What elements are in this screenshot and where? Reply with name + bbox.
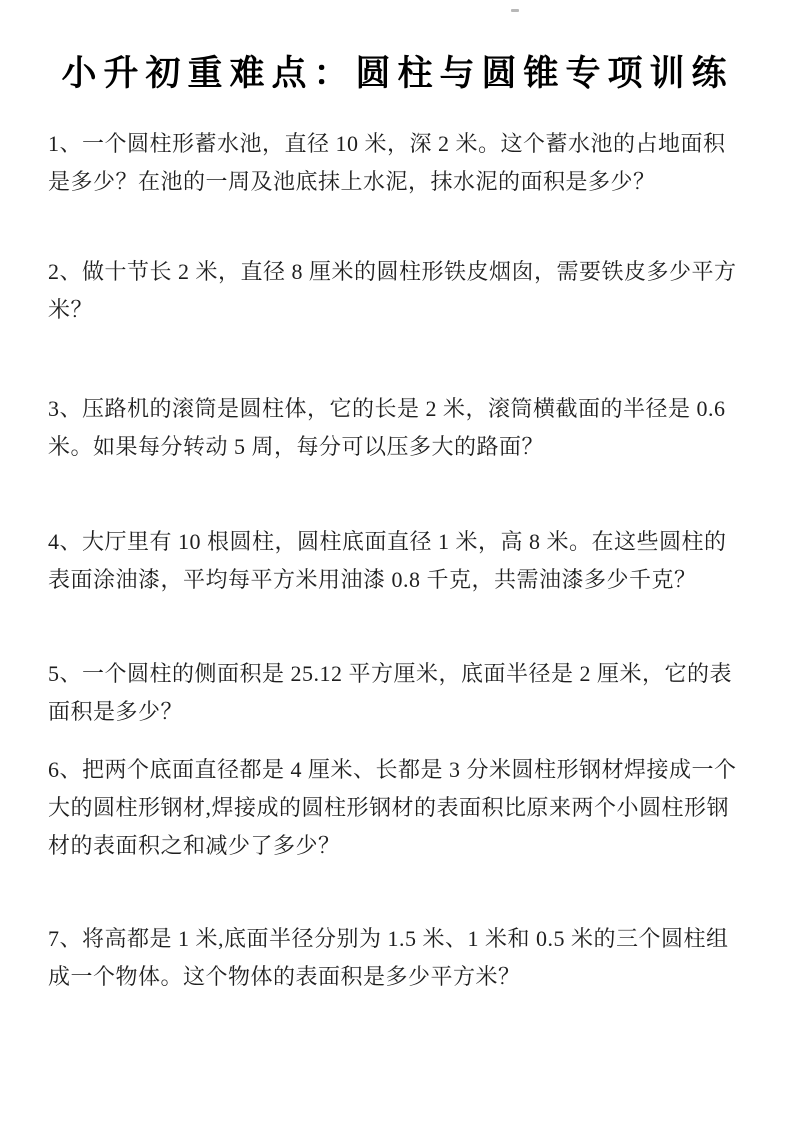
problem-3-number: 3、: [48, 396, 83, 421]
problem-1: [48, 125, 747, 201]
problem-3: [48, 390, 747, 466]
problem-4: [48, 523, 747, 599]
problem-6-text: 把两个底面直径都是 4 厘米、长都是 3 分米圆柱形钢材焊接成一个大的圆柱形钢材,焊接成的圆柱形钢材的表面积比原来两个小圆柱形钢材的表面积之和减少了多少？: [48, 757, 737, 858]
problem-5: [48, 655, 747, 731]
problem-7-text: 将高都是 1 米,底面半径分别为 1.5 米、1 米和 0.5 米的三个圆柱组成一个物体。这个物体的表面积是多少平方米？: [48, 926, 729, 989]
page-title: 小升初重难点：圆柱与圆锥专项训练: [61, 54, 734, 93]
scan-artifact-mark: [511, 9, 519, 12]
problem-6-number: 6、: [48, 757, 83, 782]
problem-2: [48, 253, 747, 329]
problem-6: [48, 751, 747, 865]
problem-2-number: 2、: [48, 259, 83, 284]
problem-4-number: 4、: [48, 529, 83, 554]
problem-2-text: 做十节长 2 米，直径 8 厘米的圆柱形铁皮烟囱，需要铁皮多少平方米？: [48, 259, 737, 322]
problem-5-text: 一个圆柱的侧面积是 25.12 平方厘米，底面半径是 2 厘米，它的表面积是多少？: [48, 661, 733, 724]
problem-5-number: 5、: [48, 661, 83, 686]
problem-7-number: 7、: [48, 926, 83, 951]
problem-3-text: 压路机的滚筒是圆柱体，它的长是 2 米，滚筒横截面的半径是 0.6 米。如果每分转动 5 周，每分可以压多大的路面？: [48, 396, 726, 459]
problem-7: [48, 920, 747, 996]
problem-1-text: 一个圆柱形蓄水池，直径 10 米，深 2 米。这个蓄水池的占地面积是多少？在池的一周及池底抹上水泥，抹水泥的面积是多少？: [48, 131, 726, 194]
problem-4-text: 大厅里有 10 根圆柱，圆柱底面直径 1 米，高 8 米。在这些圆柱的表面涂油漆，平均每平方米用油漆 0.8 千克，共需油漆多少千克？: [48, 529, 727, 592]
problem-1-number: 1、: [48, 131, 83, 156]
